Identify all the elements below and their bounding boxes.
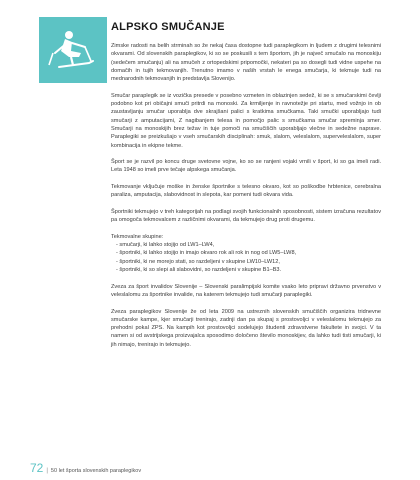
publication-title: 50 let športa slovenskih paraplegikov [50, 468, 142, 474]
footer-separator: | [46, 468, 48, 474]
paragraph-camps: Zveza paraplegikov Slovenije že od leta 2009 na ustreznih slovenskih smučiščih organizira tridnevne smučarske kampe, kjer smučarji trenirajo, zadnji dan pa skupaj s prostovoljci v veleslalomu tekmujejo za prehodni pokal ZPS. Na kampih kot prostovoljci sodelujejo študenti zdravstvene fakultete in svojci. V ta namen si od avstrijskega proizvajalca sposodimo določeno število monoskijev, da lahko tudi tisti smučarji, ki jih nimajo, trenirajo in tekmujejo. [111, 308, 381, 348]
groups-intro: Tekmovalne skupine: [111, 233, 164, 240]
page-footer [30, 461, 141, 475]
page-number: 72 [30, 461, 44, 475]
paragraph-equipment: Smučar paraplegik se iz vozička presede v posebno vzmeten in oblazinjen sedež, ki se s smučarskimi čevlji podobno kot pri običajni smuči pritrdi na monoski. Za krmiljenje in ravnotežje pri startu, med vožnjo in ob zaustavljanju smučar uporablja dve skrajšani palici s kratkima smučkama. Taki smučki uporabljajo tudi smučarji z amputacijami, Z nagibanjem telesa in pomočjo palic s smučkama smučar spreminja smer. Smučarji na monoskijih brez težav in tuje pomoči na smučiščih uporabljajo vlečne in sedežne naprave. Paraplegiki se preizkušajo v vseh smučarskih disciplinah: smuk, slalom, veleslalom, superveleslalom, super kombinacija in ekipne tekme. [111, 92, 381, 149]
paragraph-intro: Zimske radosti na belih strminah so že nekaj časa dostopne tudi paraplegikom in ljudem z drugimi telesnimi okvarami. Od slovenskih paraplegikov, ki so se poskusili s tem športom, jih je največ smučalo na monoskiju (sedečem smučanju) ali na smučeh z ortopedskimi pripomočki, nekateri pa so dosegli tudi vidne uspehe na domačih in tujih tekmovanjih. Trenutno imamo v naših vrstah le enega smučarja, ki tekmuje tudi na mednarodnih tekmovanjih in predstavlja Slovenijo. [111, 43, 381, 83]
list-item: - športniki, ki lahko stojijo in imajo okvaro rok ali rok in nog od LW5–LW8, [116, 249, 381, 257]
groups-list [111, 241, 381, 274]
sport-icon-block [39, 17, 107, 83]
paragraph-championship: Zveza za šport invalidov Slovenije – Slovenski paralimpijski komite vsako leto pripravi državno prvenstvo v veleslalomu za športnike invalide, na katerem tekmujejo tudi smučarji paraplegiki. [111, 283, 381, 298]
page-title: ALPSKO SMUČANJE [111, 21, 225, 33]
paragraph-history: Šport se je razvil po koncu druge svetovne vojne, ko so se ranjeni vojaki vrnili v šport, ki so ga imeli radi. Leta 1948 so imeli prve tečaje alpskega smučanja. [111, 159, 381, 174]
paragraph-disabilities: Tekmovanje vključuje moške in ženske športnike s telesno okvaro, kot so poškodbe hrbtenice, cerebralna paraliza, amputacija, slabovidnost in slepota, kar pomeni tudi okvara vida. [111, 184, 381, 199]
paragraph-categories: Športniki tekmujejo v treh kategorijah na podlagi svojih funkcionalnih sposobnosti, sistem izračuna rezultatov pa omogoča tekmovalcem z različnimi okvarami, da tekmujejo drug proti drugemu. [111, 208, 381, 224]
sit-ski-skier-icon [39, 17, 107, 83]
list-item: - smučarji, ki lahko stojijo od LW1–LW4, [116, 241, 381, 249]
list-item: - športniki, ki ne morejo stati, so razdeljeni v skupine LW10–LW12, [116, 258, 381, 266]
article-body [111, 42, 381, 357]
list-item: - športniki, ki so slepi ali slabovidni, so razdeljeni v skupine B1–B3. [116, 266, 381, 274]
